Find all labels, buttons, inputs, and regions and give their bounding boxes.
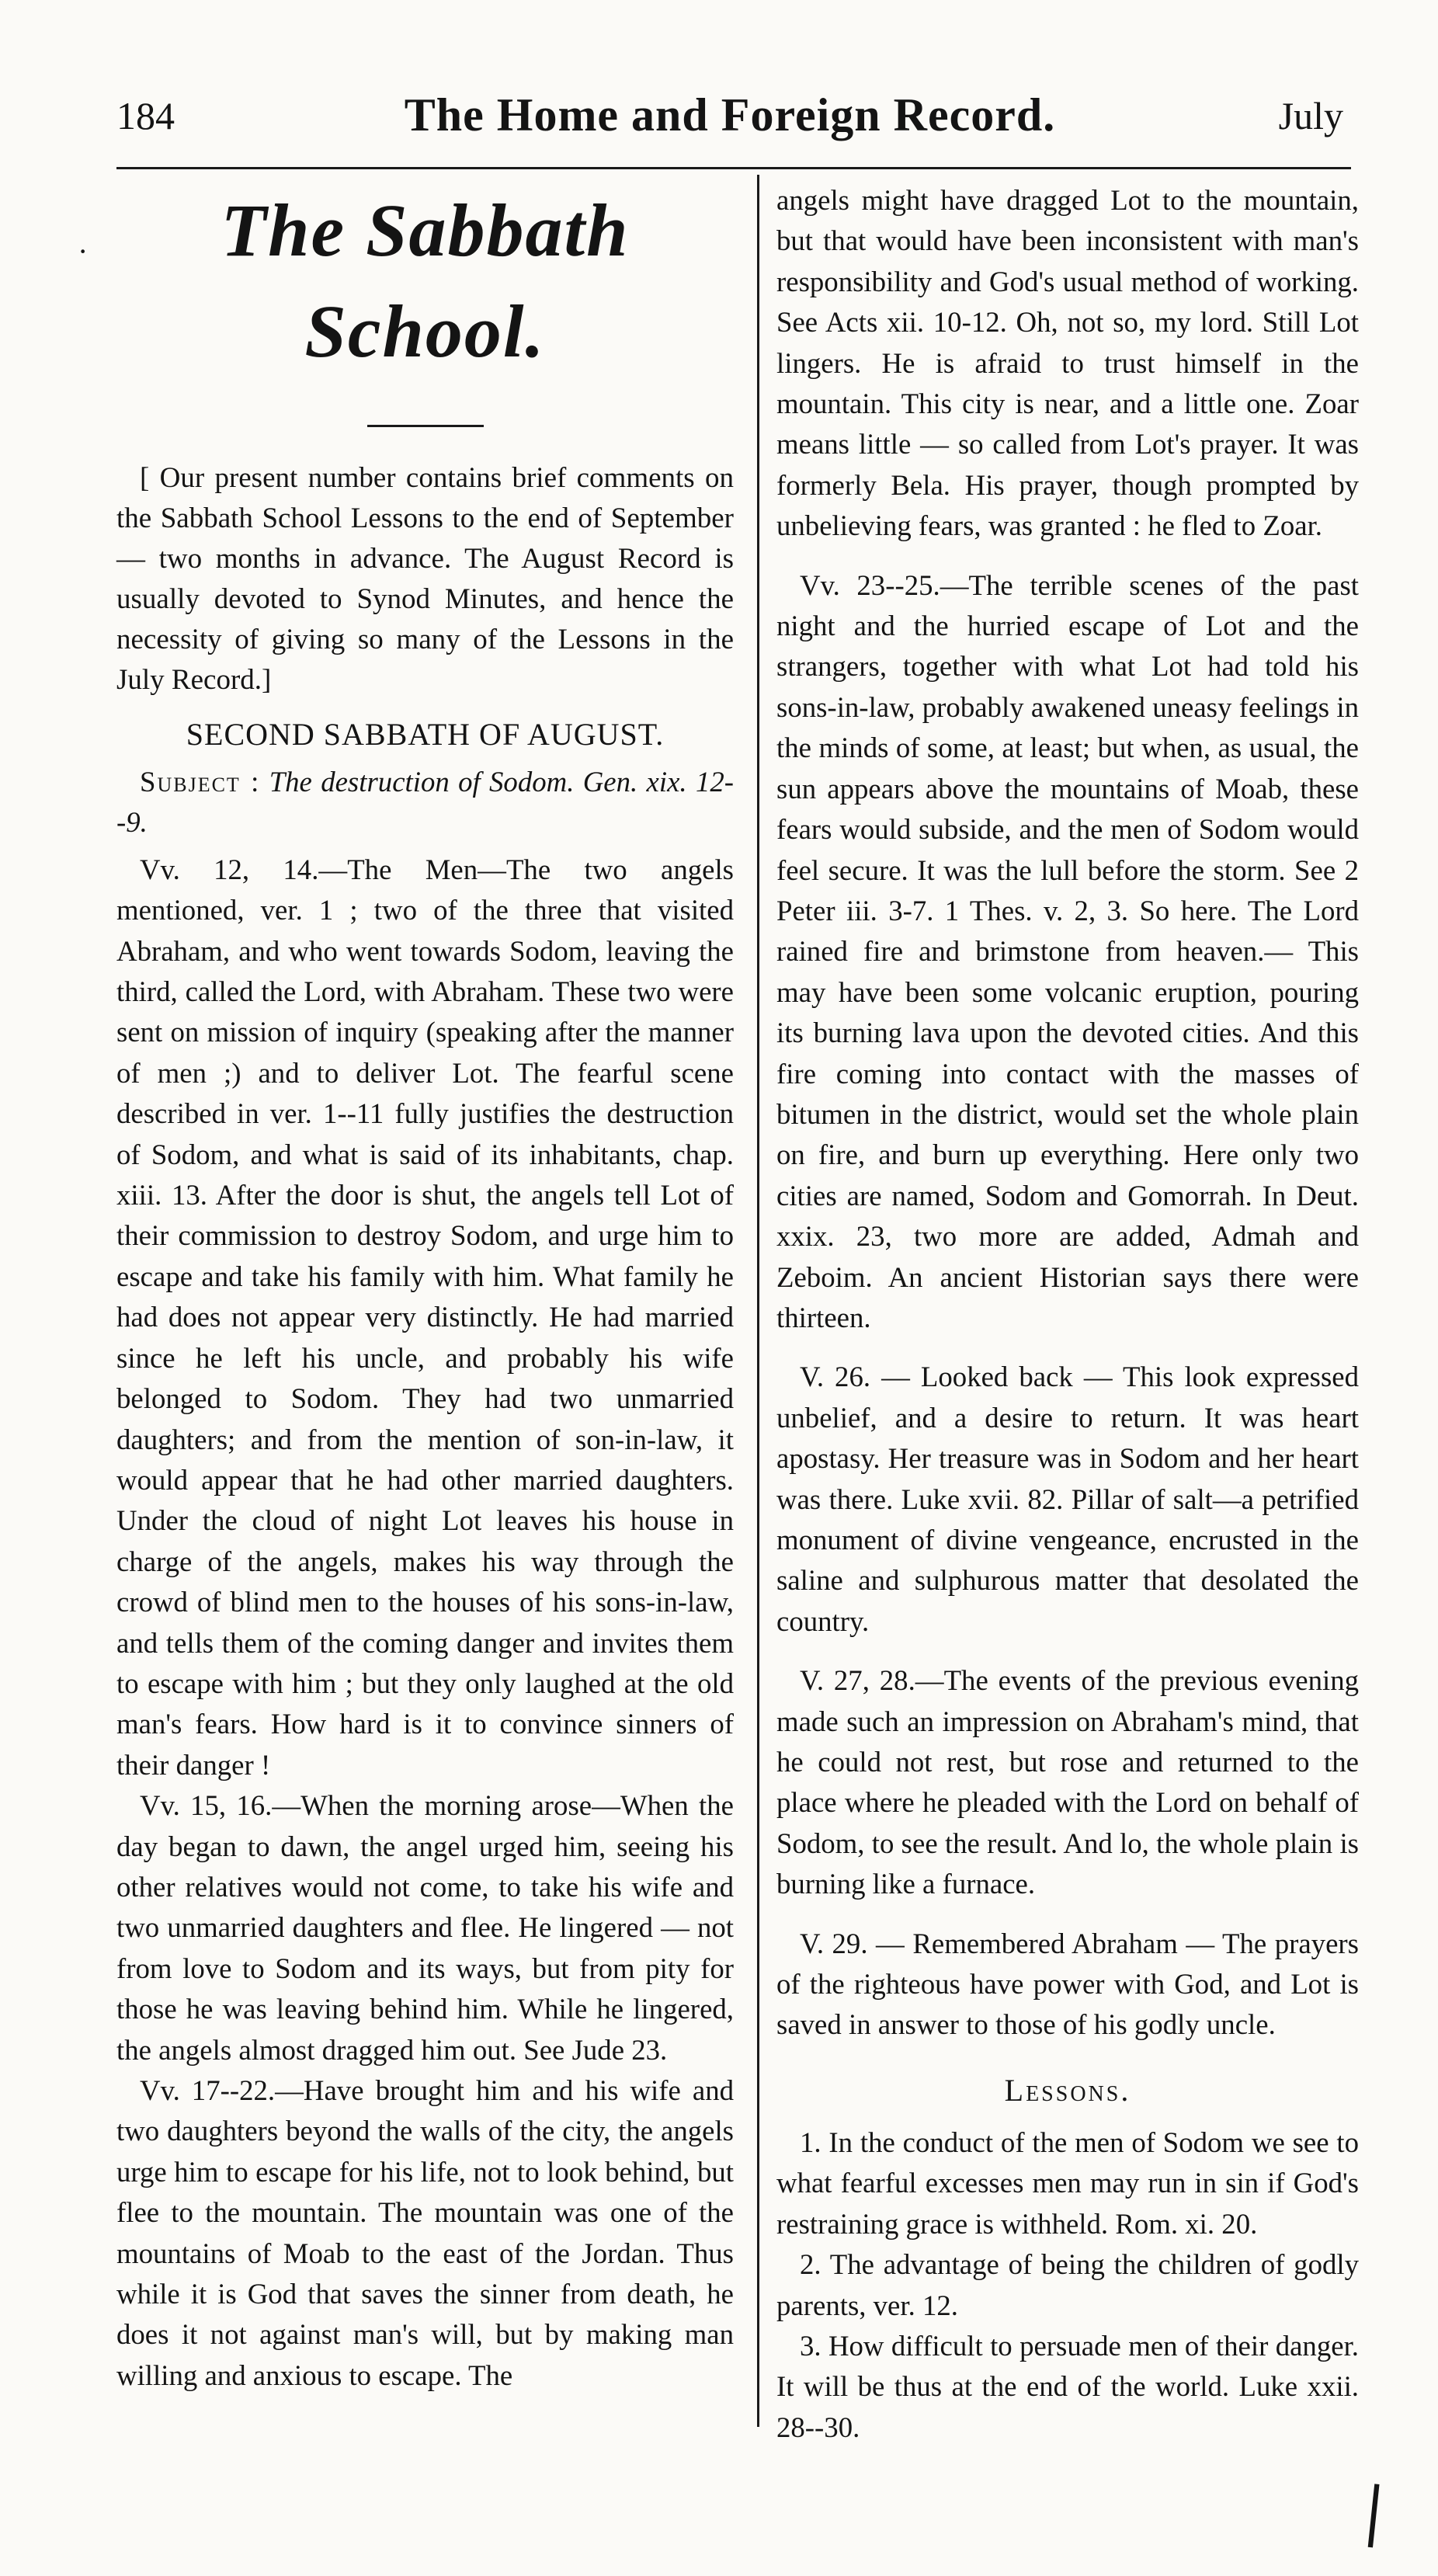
paragraph-v-26: V. 26. — Looked back — This look expressed unbelief, and a desire to return. It was heart apostasy. Her treasure was in Sodom and her heart was there. Luke xvii. 82. Pillar of salt—a petrified monument of divine vengeance, encrusted in the saline and sulphurous matter that desolated the country. (776, 1361, 1359, 1637)
subject-label: Subject : (140, 766, 261, 798)
lesson-subject (116, 762, 734, 843)
paragraph-v-27-28: V. 27, 28.—The events of the previous evening made such an impression on Abraham's mind, that he could not rest, but rose and returned to the place where he pleaded with the Lord on behalf of Sodom, to see the result. And lo, the whole plain is burning like a furnace. (776, 1664, 1359, 1900)
left-column (116, 180, 734, 2396)
right-column (776, 180, 1359, 2448)
section-title: The Sabbath School. (221, 189, 630, 373)
journal-title: The Home and Foreign Record. (404, 89, 1056, 141)
page-number: 184 (116, 94, 175, 137)
paragraph-vv-15-16: Vv. 15, 16.—When the morning arose—When the day began to dawn, the angel urged him, seeing his other relatives would not come, to take his wife and two unmarried daughters and flee. He lingered — not from love to Sodom and its ways, but from pity for those he was leaving behind him. While he lingered, the angels almost dragged him out. See Jude 23. (116, 1789, 734, 2066)
column-divider (757, 175, 759, 2427)
paragraph-continued: angels might have dragged Lot to the mountain, but that would have been inconsistent with man's responsibility and God's usual method of working. See Acts xii. 10-12. Oh, not so, my lord. Still Lot lingers. He is afraid to trust himself in the mountain. This city is near, and a little one. Zoar means little — so called from Lot's prayer. It was formerly Bela. His prayer, though prompted by unbelieving fears, was granted : he fled to Zoar. (776, 184, 1359, 542)
lessons-heading: Lessons. (1004, 2072, 1131, 2108)
lesson-item: 1. In the conduct of the men of Sodom we see to what fearful excesses men may run in sin if God's restraining grace is withheld. Rom. xi. 20. (776, 2126, 1359, 2240)
lesson-heading: SECOND SABBATH OF AUGUST. (186, 717, 665, 752)
paragraph-v-29: V. 29. — Remembered Abraham — The prayers of the righteous have power with God, and Lot is saved in answer to those of his godly uncle. (776, 1927, 1359, 2041)
lesson-item: 3. How difficult to persuade men of their danger. It will be thus at the end of the world. Luke xxii. 28--30. (776, 2329, 1359, 2443)
running-header (116, 89, 1343, 171)
paragraph-vv-12-14: Vv. 12, 14.—The Men—The two angels mentioned, ver. 1 ; two of the three that visited Abraham, and who went towards Sodom, leaving the third, called the Lord, with Abraham. These two were sent on mission of inquiry (speaking after the manner of men ;) and to deliver Lot. The fearful scene described in ver. 1--11 fully justifies the destruction of Sodom, and what is said of its inhabitants, chap. xiii. 13. After the door is shut, the angels tell Lot of their commission to destroy Sodom, and urge him to escape and take his family with him. What family he had does not appear very distinctly. He had married since he left his uncle, and probably his wife belonged to Sodom. They had two unmarried daughters; and from the mention of son-in-law, it would appear that he had other married daughters. Under the cloud of night Lot leaves his house in charge of the angels, makes his way through the crowd of blind men to the houses of his sons-in-law, and tells them of the coming danger and invites them to escape with him ; but they only laughed at the old man's fears. How hard is it to convince sinners of their danger ! (116, 853, 734, 1781)
paragraph-vv-23-25: Vv. 23--25.—The terrible scenes of the past night and the hurried escape of Lot and the strangers, together with what Lot had told his sons-in-law, probably awakened uneasy feelings in the minds of some, at least; but when, as usual, the sun appears above the mountains of Moab, these fears would subside, and the men of Sodom would feel secure. It was the lull before the storm. See 2 Peter iii. 3-7. 1 Thes. v. 2, 3. So here. The Lord rained fire and brimstone from heaven.— This may have been some volcanic eruption, pouring its burning lava upon the devoted cities. And this fire coming into contact with the masses of bitumen in the district, would set the whole plain on fire, and burn up everything. Here only two cities are named, Sodom and Gomorrah. In Deut. xxix. 23, two more are added, Admah and Zeboim. An ancient Historian says there were thirteen. (776, 568, 1359, 1333)
subject-text: The destruction of Sodom. Gen. xix. 12--9. (116, 766, 735, 839)
margin-mark: | (1362, 2470, 1386, 2549)
paragraph-vv-17-22: Vv. 17--22.—Have brought him and his wife and two daughters beyond the walls of the city, the angels urge him to escape for his life, not to look behind, but flee to the mountain. The mountain was one of the mountains of Moab to the east of the Jordan. Thus while it is God that saves the sinner from death, he does it not against man's will, but by making man willing and anxious to escape. The (116, 2074, 734, 2391)
intro-note (116, 458, 734, 700)
lesson-item: 2. The advantage of being the children of godly parents, ver. 12. (776, 2248, 1359, 2321)
issue-month: July (1278, 94, 1343, 137)
header-rule (116, 167, 1351, 169)
title-rule (367, 425, 484, 427)
intro-paragraph: [ Our present number contains brief comments on the Sabbath School Lessons to the end of September — two months in advance. The August Record is usually devoted to Synod Minutes, and hence the necessity of giving so many of the Lessons in the July Record.] (116, 462, 734, 696)
margin-dot: · (78, 234, 89, 269)
